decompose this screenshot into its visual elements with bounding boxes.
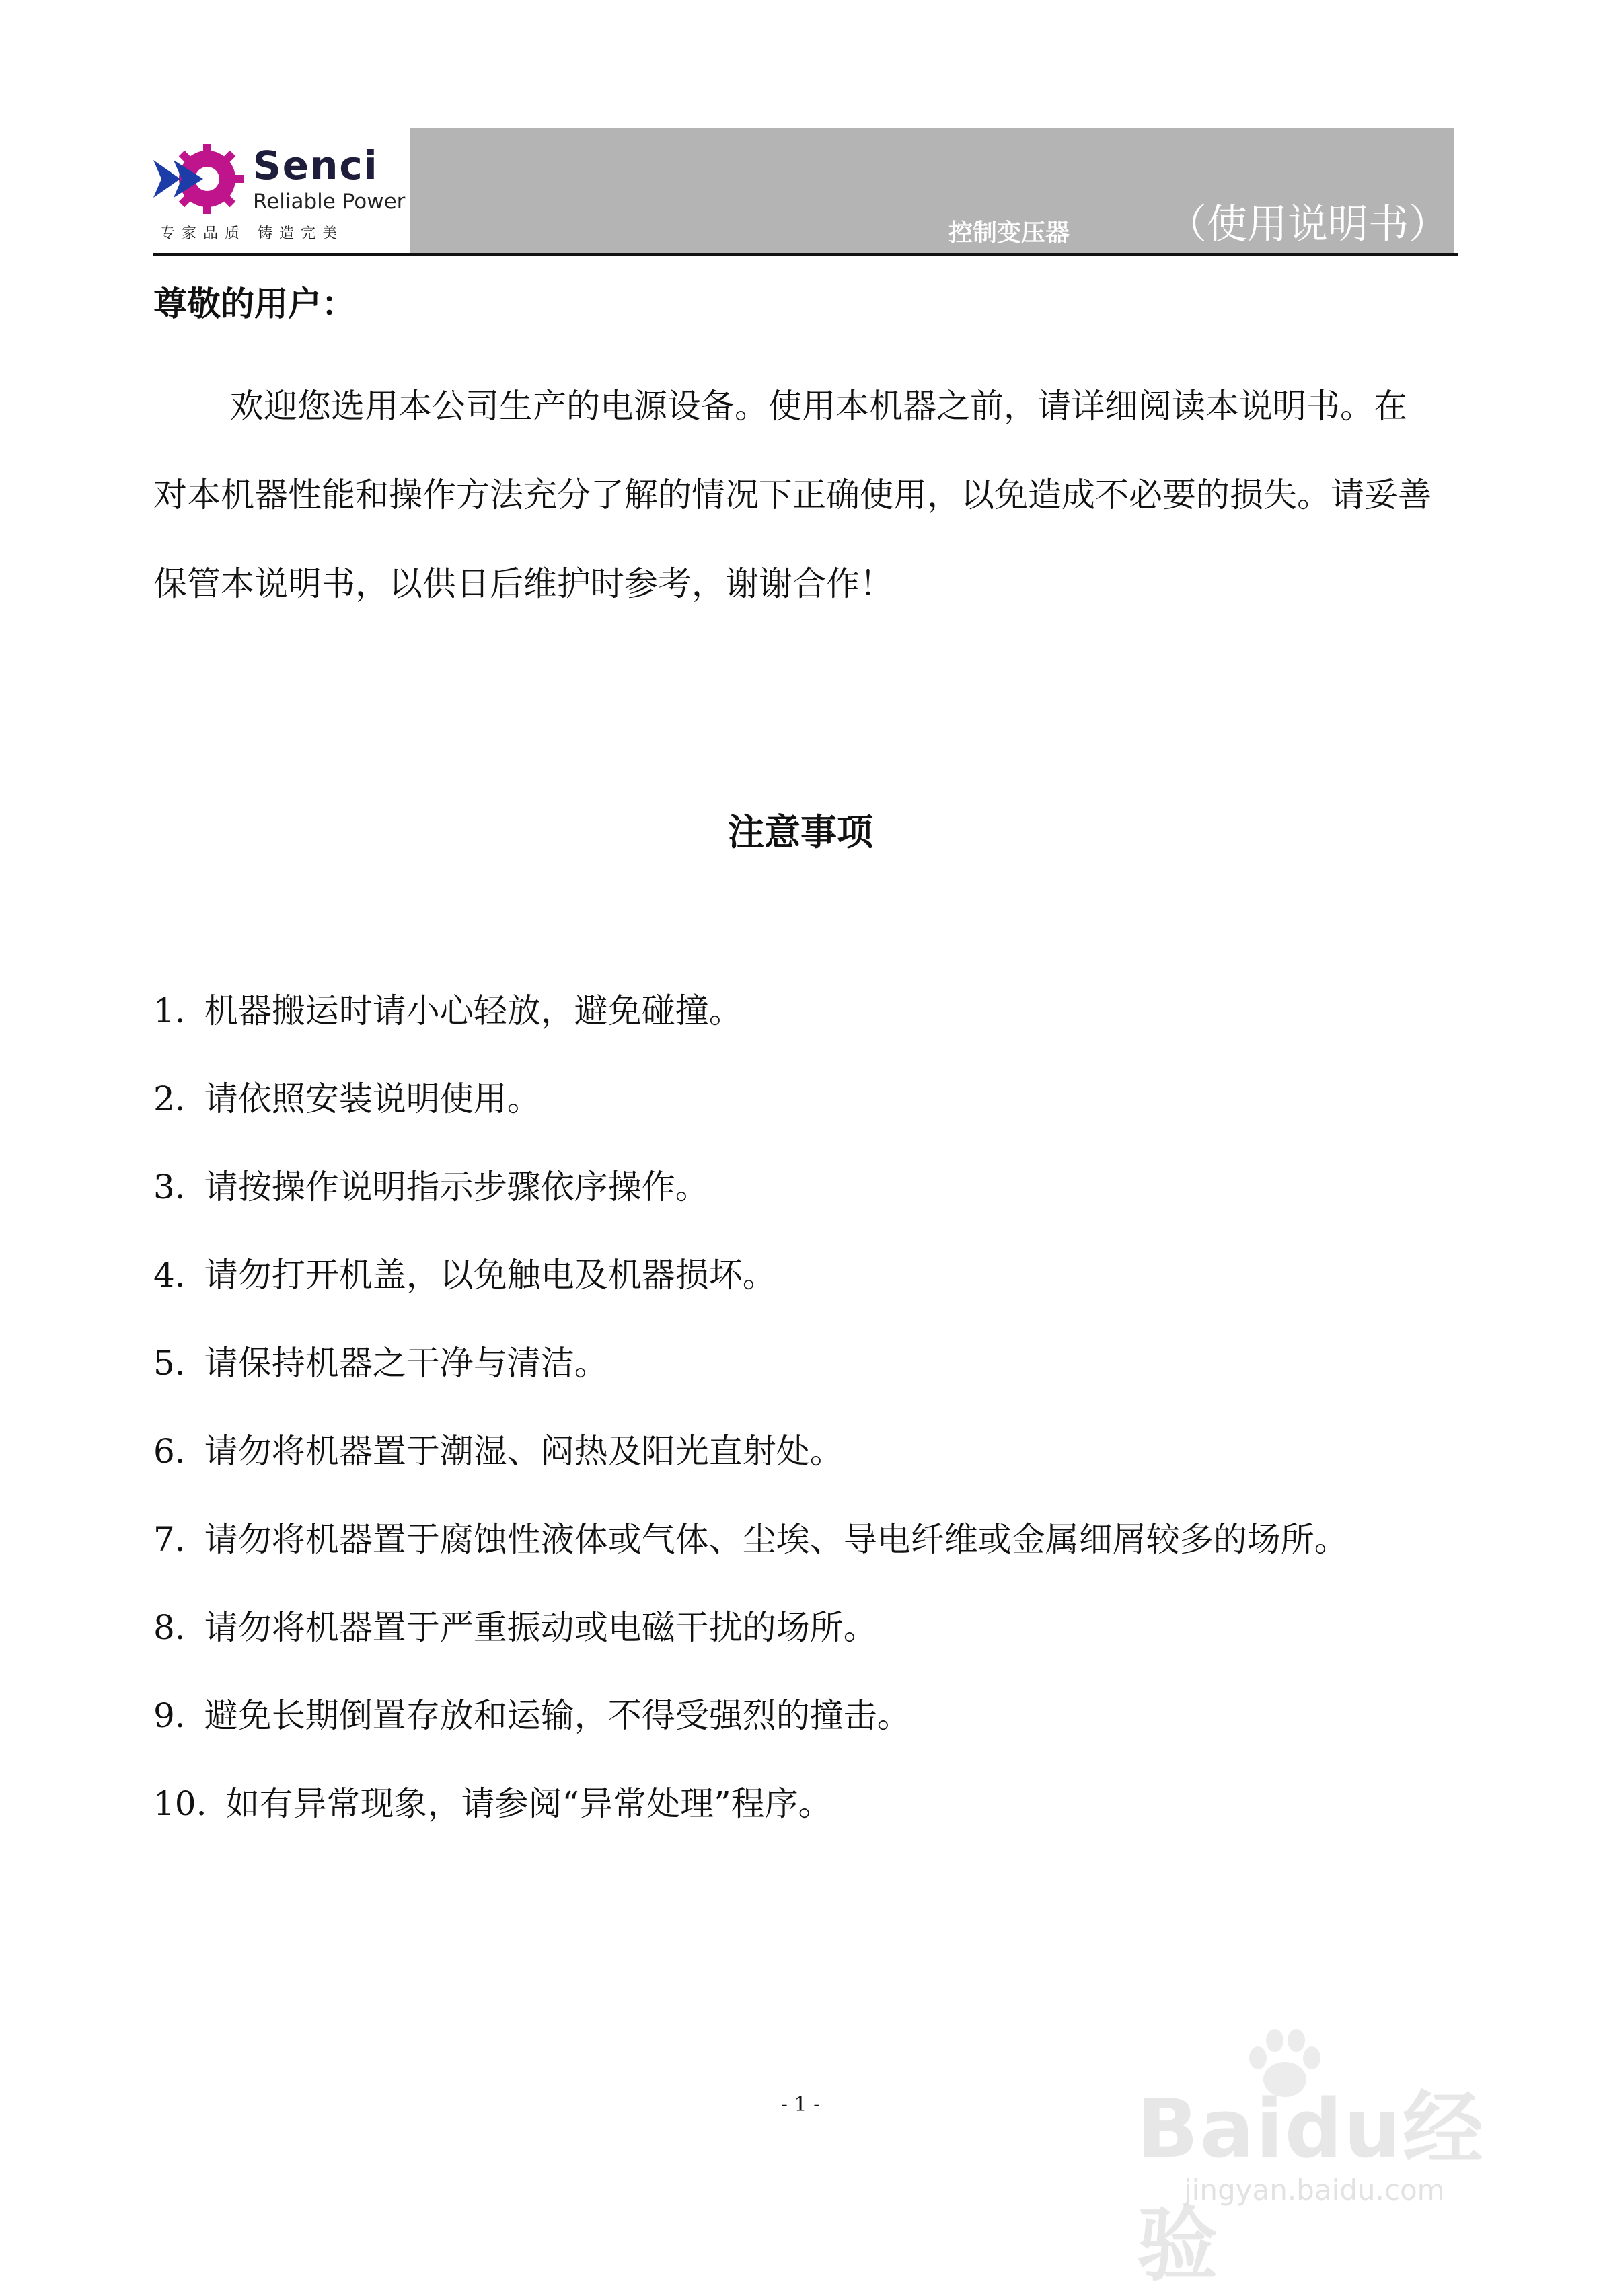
item-text: 请勿将机器置于严重振动或电磁干扰的场所。 bbox=[204, 1608, 877, 1647]
item-text: 如有异常现象，请参阅“异常处理”程序。 bbox=[225, 1784, 832, 1823]
item-number: 4. bbox=[153, 1256, 186, 1295]
section-title: 注意事项 bbox=[728, 811, 873, 853]
greeting: 尊敬的用户： bbox=[153, 284, 355, 323]
list-item bbox=[153, 1143, 1348, 1231]
list-item bbox=[153, 1231, 1348, 1319]
list-item bbox=[153, 1496, 1348, 1584]
item-text: 请保持机器之干净与清洁。 bbox=[204, 1344, 608, 1383]
list-item bbox=[153, 1760, 1348, 1848]
document-type: （使用说明书） bbox=[1166, 201, 1449, 248]
intro-text: 欢迎您选用本公司生产的电源设备。使用本机器之前，请详细阅读本说明书。在对本机器性能和操作方法充分了解的情况下正确使用，以免造成不必要的损失。请妥善保管本说明书，以供日后维护时参考，谢谢合作！ bbox=[153, 387, 1431, 603]
item-number: 2. bbox=[153, 1079, 186, 1118]
company-logo bbox=[153, 128, 409, 256]
list-item bbox=[153, 1319, 1348, 1408]
item-number: 10. bbox=[153, 1784, 207, 1823]
item-text: 机器搬运时请小心轻放，避免碰撞。 bbox=[204, 991, 743, 1030]
gear-arrow-logo-icon bbox=[153, 140, 248, 221]
item-number: 5. bbox=[153, 1344, 186, 1383]
item-text: 请依照安装说明使用。 bbox=[204, 1079, 541, 1118]
list-item bbox=[153, 1672, 1348, 1760]
item-text: 请勿将机器置于腐蚀性液体或气体、尘埃、导电纤维或金属细屑较多的场所。 bbox=[204, 1520, 1348, 1559]
brand-name: Senci bbox=[253, 143, 379, 188]
list-item bbox=[153, 1584, 1348, 1672]
item-number: 1. bbox=[153, 991, 186, 1030]
list-item bbox=[153, 1055, 1348, 1143]
item-number: 3. bbox=[153, 1168, 186, 1207]
item-text: 请勿将机器置于潮湿、闷热及阳光直射处。 bbox=[204, 1432, 844, 1471]
item-text: 避免长期倒置存放和运输，不得受强烈的撞击。 bbox=[204, 1696, 911, 1735]
item-number: 9. bbox=[153, 1696, 186, 1735]
page-header bbox=[153, 128, 1458, 260]
header-band bbox=[410, 128, 1454, 253]
brand-slogan: 专家品质 铸造完美 bbox=[160, 225, 344, 242]
watermark-logo: Baidu经验 bbox=[1137, 2083, 1485, 2292]
baidu-watermark bbox=[1137, 2024, 1514, 2292]
brand-tagline: Reliable Power bbox=[253, 190, 406, 214]
item-number: 6. bbox=[153, 1432, 186, 1471]
item-number: 8. bbox=[153, 1608, 186, 1647]
page-number: - 1 - bbox=[780, 2093, 821, 2116]
header-rule bbox=[153, 253, 1458, 256]
notice-list bbox=[153, 967, 1348, 1848]
watermark-url: jingyan.baidu.com bbox=[1184, 2174, 1445, 2207]
item-number: 7. bbox=[153, 1520, 186, 1559]
product-name: 控制变压器 bbox=[948, 219, 1070, 247]
intro-paragraph bbox=[153, 362, 1438, 628]
item-text: 请勿打开机盖，以免触电及机器损坏。 bbox=[204, 1256, 776, 1295]
list-item bbox=[153, 1408, 1348, 1496]
item-text: 请按操作说明指示步骤依序操作。 bbox=[204, 1168, 709, 1207]
list-item bbox=[153, 967, 1348, 1055]
